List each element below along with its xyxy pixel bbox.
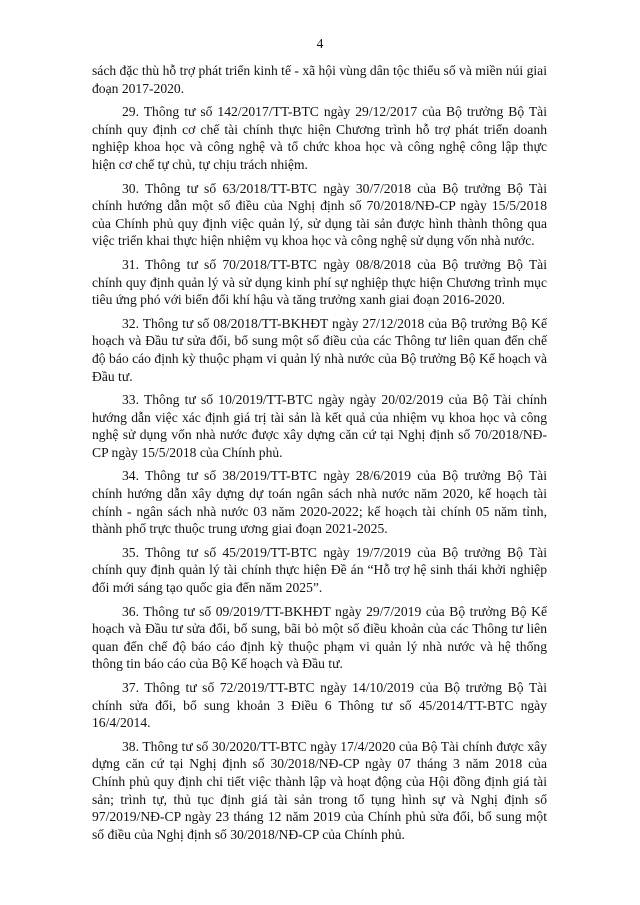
list-item-38: 38. Thông tư số 30/2020/TT-BTC ngày 17/4/2020 của Bộ Tài chính được xây dựng căn cứ tại Nghị định số 30/2018/NĐ-CP ngày 07 tháng 3 năm 2018 của Chính phủ quy định chi tiết việc thành lập và hoạt động của Hội đồng định giá tài sản; trình tự, thủ tục định giá tài sản trong tố tụng hình sự và Nghị định số 97/2019/NĐ-CP ngày 23 tháng 12 năm 2019 của Chính phủ sửa đổi, bổ sung một số điều của Nghị định số 30/2018/NĐ-CP của Chính phủ. xyxy=(92,738,547,842)
list-item-31: 31. Thông tư số 70/2018/TT-BTC ngày 08/8/2018 của Bộ trưởng Bộ Tài chính quy định quản lý và sử dụng kinh phí sự nghiệp thực hiện Chương trình mục tiêu ứng phó với biến đổi khí hậu và tăng trưởng xanh giai đoạn 2016-2020. xyxy=(92,256,547,308)
list-item-37: 37. Thông tư số 72/2019/TT-BTC ngày 14/10/2019 của Bộ trưởng Bộ Tài chính sửa đổi, bổ sung khoản 3 Điều 6 Thông tư số 45/2014/TT-BTC ngày 16/4/2014. xyxy=(92,680,547,731)
list-item-33: 33. Thông tư số 10/2019/TT-BTC ngày ngày 20/02/2019 của Bộ Tài chính hướng dẫn việc xác định giá trị tài sản là kết quả của nhiệm vụ khoa học và công nghệ sử dụng vốn nhà nước được xây dựng căn cứ tại Nghị định số 70/2018/NĐ-CP ngày 15/5/2018 của Chính phủ. xyxy=(92,392,547,460)
list-item-32: 32. Thông tư số 08/2018/TT-BKHĐT ngày 27/12/2018 của Bộ trưởng Bộ Kế hoạch và Đầu tư sửa đổi, bổ sung một số điều của các Thông tư liên quan đến chế độ báo cáo định kỳ thuộc phạm vi quản lý nhà nước của Bộ trưởng Bộ Kế hoạch và Đầu tư. xyxy=(92,315,547,384)
list-item-36: 36. Thông tư số 09/2019/TT-BKHĐT ngày 29/7/2019 của Bộ trưởng Bộ Kế hoạch và Đầu tư sửa đổi, bổ sung, bãi bỏ một số điều khoản của các Thông tư liên quan đến chế độ báo cáo định kỳ thuộc phạm vi quản lý nhà nước và hệ thống thông tin báo cáo của Bộ Kế hoạch và Đầu tư. xyxy=(92,603,547,672)
list-item-29: 29. Thông tư số 142/2017/TT-BTC ngày 29/12/2017 của Bộ trưởng Bộ Tài chính quy định cơ chế tài chính thực hiện Chương trình hỗ trợ phát triển doanh nghiệp khoa học và công nghệ và tổ chức khoa học và công nghệ công lập thực hiện cơ chế tự chủ, tự chịu trách nhiệm. xyxy=(92,104,547,172)
list-item-30: 30. Thông tư số 63/2018/TT-BTC ngày 30/7/2018 của Bộ trưởng Bộ Tài chính hướng dẫn một số điều của Nghị định số 70/2018/NĐ-CP ngày 15/5/2018 của Chính phủ quy định việc quản lý, sử dụng tài sản được hình thành thông qua việc triển khai thực hiện nhiệm vụ khoa học và công nghệ sử dụng vốn nhà nước. xyxy=(92,180,547,249)
document-body xyxy=(92,62,547,849)
list-item-34: 34. Thông tư số 38/2019/TT-BTC ngày 28/6/2019 của Bộ trưởng Bộ Tài chính hướng dẫn xây dựng dự toán ngân sách nhà nước năm 2020, kế hoạch tài chính - ngân sách nhà nước 03 năm 2020-2022; kế hoạch tài chính 05 năm tỉnh, thành phố trực thuộc trung ương giai đoạn 2021-2025. xyxy=(92,468,547,537)
page-number: 4 xyxy=(316,36,324,51)
continued-paragraph: sách đặc thù hỗ trợ phát triển kinh tế - xã hội vùng dân tộc thiểu số và miền núi giai đoạn 2017-2020. xyxy=(92,63,547,96)
list-item-35: 35. Thông tư số 45/2019/TT-BTC ngày 19/7/2019 của Bộ trưởng Bộ Tài chính quy định quản lý tài chính thực hiện Đề án “Hỗ trợ hệ sinh thái khởi nghiệp đổi mới sáng tạo quốc gia đến năm 2025”. xyxy=(92,544,547,596)
